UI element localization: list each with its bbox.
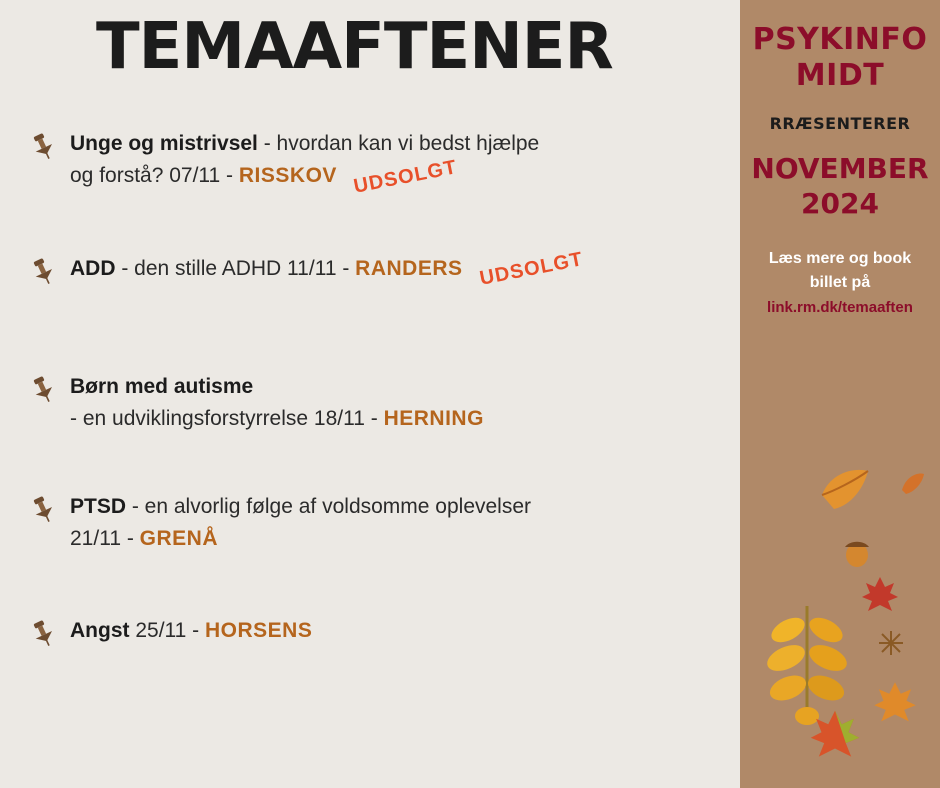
event-title: Børn med autisme	[70, 374, 254, 398]
event-line-1	[70, 372, 720, 402]
sidebar	[740, 0, 940, 788]
event-title: PTSD	[70, 494, 127, 518]
presents-label: RRÆSENTERER	[769, 114, 911, 133]
event-city: RANDERS	[355, 256, 463, 280]
page-title: TEMAAFTENER	[96, 10, 613, 84]
brand-title: PSYKINFO MIDT	[752, 22, 928, 93]
acorn-icon	[840, 535, 874, 569]
rowan-leaf-icon	[762, 600, 852, 730]
pushpin-icon	[28, 374, 58, 404]
month-label: NOVEMBER	[751, 152, 929, 185]
autumn-leaves-decoration	[740, 440, 940, 788]
maple-leaf-icon	[808, 708, 862, 762]
maple-leaf-icon	[872, 680, 918, 726]
status-badge: UDSOLGT	[351, 155, 459, 198]
booking-text: Læs mere og book billet på	[768, 250, 912, 291]
pushpin-icon	[28, 618, 58, 648]
event-title: Unge og mistrivsel	[70, 132, 258, 156]
leaf-icon	[900, 470, 926, 496]
booking-info	[740, 247, 940, 320]
event-desc: - hvordan kan vi bedst hjælpe	[257, 132, 540, 156]
event-line-2	[70, 404, 720, 434]
event-desc: - en alvorlig følge af voldsomme oplevelser	[126, 494, 532, 518]
event-city: HERNING	[383, 406, 484, 430]
event-desc: - den stille ADHD 11/11 -	[115, 256, 356, 280]
leaf-icon	[818, 465, 872, 515]
list-item[interactable]	[0, 616, 740, 672]
list-item[interactable]	[0, 372, 740, 434]
maple-leaf-icon	[860, 575, 900, 615]
event-line-1	[70, 248, 720, 290]
list-item[interactable]	[0, 129, 740, 198]
pushpin-icon	[28, 131, 58, 161]
event-title: ADD	[70, 256, 116, 280]
status-badge: UDSOLGT	[477, 248, 585, 290]
pushpin-icon	[28, 494, 58, 524]
event-city: RISSKOV	[238, 164, 337, 188]
event-list	[0, 81, 740, 671]
event-line-2	[70, 155, 720, 198]
event-desc: 25/11 -	[129, 618, 205, 642]
event-date: og forstå? 07/11 -	[70, 164, 239, 188]
seed-icon	[878, 630, 904, 656]
event-city: HORSENS	[205, 618, 313, 642]
event-line-2	[70, 524, 720, 554]
pushpin-icon	[28, 256, 58, 286]
event-date: - en udviklingsforstyrrelse 18/11 -	[70, 406, 384, 430]
booking-link[interactable]: link.rm.dk/temaaften	[767, 299, 913, 316]
event-date: 21/11 -	[70, 526, 140, 550]
list-item[interactable]	[0, 248, 740, 310]
event-title: Angst	[70, 618, 130, 642]
list-item[interactable]	[0, 492, 740, 554]
event-city: GRENÅ	[139, 526, 218, 550]
event-line-1	[70, 616, 720, 646]
event-line-1	[70, 492, 720, 522]
event-line-1	[70, 129, 720, 159]
year-label: 2024	[801, 187, 879, 220]
